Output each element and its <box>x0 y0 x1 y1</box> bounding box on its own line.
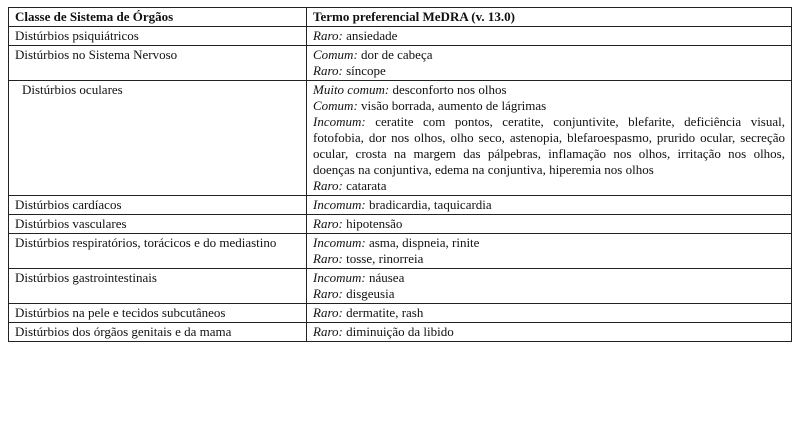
frequency-entry <box>313 178 785 194</box>
table-row <box>9 27 792 46</box>
header-system-class: Classe de Sistema de Órgãos <box>9 8 307 27</box>
frequency-label: Comum: <box>313 47 358 62</box>
preferred-term-cell <box>307 27 792 46</box>
frequency-entry <box>313 197 785 213</box>
frequency-label: Comum: <box>313 98 358 113</box>
frequency-entry <box>313 98 785 114</box>
adverse-reactions-table <box>8 7 792 342</box>
reaction-terms: hipotensão <box>342 216 403 231</box>
header-preferred-term: Termo preferencial MeDRA (v. 13.0) <box>307 8 792 27</box>
reaction-terms: dermatite, rash <box>342 305 424 320</box>
frequency-entry <box>313 324 785 340</box>
reaction-terms: bradicardia, taquicardia <box>365 197 492 212</box>
reaction-terms: náusea <box>365 270 405 285</box>
preferred-term-cell <box>307 323 792 342</box>
frequency-label: Incomum: <box>313 197 366 212</box>
reaction-terms: dor de cabeça <box>357 47 433 62</box>
table-row <box>9 304 792 323</box>
system-class-cell: Distúrbios dos órgãos genitais e da mama <box>9 323 307 342</box>
reaction-terms: visão borrada, aumento de lágrimas <box>357 98 547 113</box>
reaction-terms: diminuição da libido <box>342 324 454 339</box>
frequency-entry <box>313 82 785 98</box>
system-class-cell: Distúrbios na pele e tecidos subcutâneos <box>9 304 307 323</box>
frequency-entry <box>313 286 785 302</box>
reaction-terms: disgeusia <box>342 286 395 301</box>
frequency-label: Raro: <box>313 178 343 193</box>
frequency-entry <box>313 235 785 251</box>
table-header-row <box>9 8 792 27</box>
frequency-entry <box>313 216 785 232</box>
frequency-label: Raro: <box>313 286 343 301</box>
frequency-entry <box>313 47 785 63</box>
frequency-entry <box>313 270 785 286</box>
reaction-terms: ceratite com pontos, ceratite, conjuntivite, blefarite, deficiência visual, fotofobia, dor nos olhos, olho seco, astenopia, blefaroespasmo, prurido ocular, secreção ocular, crosta na margem das pálpebras, inflamação nos olhos, irritação nos olhos, doenças na conjuntiva, edema na conjuntiva, hiperemia nos olhos <box>313 114 785 177</box>
preferred-term-cell <box>307 196 792 215</box>
system-class-cell: Distúrbios psiquiátricos <box>9 27 307 46</box>
preferred-term-cell <box>307 304 792 323</box>
system-class-cell: Distúrbios oculares <box>9 81 307 196</box>
table-body <box>9 27 792 342</box>
frequency-entry <box>313 251 785 267</box>
frequency-label: Incomum: <box>313 235 366 250</box>
frequency-label: Raro: <box>313 324 343 339</box>
frequency-entry <box>313 305 785 321</box>
table-row <box>9 196 792 215</box>
frequency-label: Muito comum: <box>313 82 390 97</box>
frequency-label: Raro: <box>313 251 343 266</box>
frequency-label: Raro: <box>313 216 343 231</box>
table-row <box>9 46 792 81</box>
frequency-label: Incomum: <box>313 270 366 285</box>
reaction-terms: asma, dispneia, rinite <box>365 235 480 250</box>
preferred-term-cell <box>307 234 792 269</box>
frequency-entry <box>313 28 785 44</box>
system-class-cell: Distúrbios cardíacos <box>9 196 307 215</box>
table-row <box>9 215 792 234</box>
reaction-terms: síncope <box>342 63 386 78</box>
preferred-term-cell <box>307 269 792 304</box>
system-class-cell: Distúrbios respiratórios, torácicos e do mediastino <box>9 234 307 269</box>
reaction-terms: desconforto nos olhos <box>389 82 507 97</box>
frequency-label: Raro: <box>313 28 343 43</box>
table-row <box>9 323 792 342</box>
system-class-cell: Distúrbios vasculares <box>9 215 307 234</box>
table-row <box>9 81 792 196</box>
frequency-entry <box>313 63 785 79</box>
reaction-terms: tosse, rinorreia <box>342 251 424 266</box>
preferred-term-cell <box>307 81 792 196</box>
frequency-entry <box>313 114 785 178</box>
frequency-label: Raro: <box>313 305 343 320</box>
table-row <box>9 269 792 304</box>
frequency-label: Incomum: <box>313 114 366 129</box>
table-row <box>9 234 792 269</box>
system-class-cell: Distúrbios no Sistema Nervoso <box>9 46 307 81</box>
preferred-term-cell <box>307 215 792 234</box>
reaction-terms: catarata <box>342 178 387 193</box>
reaction-terms: ansiedade <box>342 28 398 43</box>
frequency-label: Raro: <box>313 63 343 78</box>
preferred-term-cell <box>307 46 792 81</box>
system-class-cell: Distúrbios gastrointestinais <box>9 269 307 304</box>
